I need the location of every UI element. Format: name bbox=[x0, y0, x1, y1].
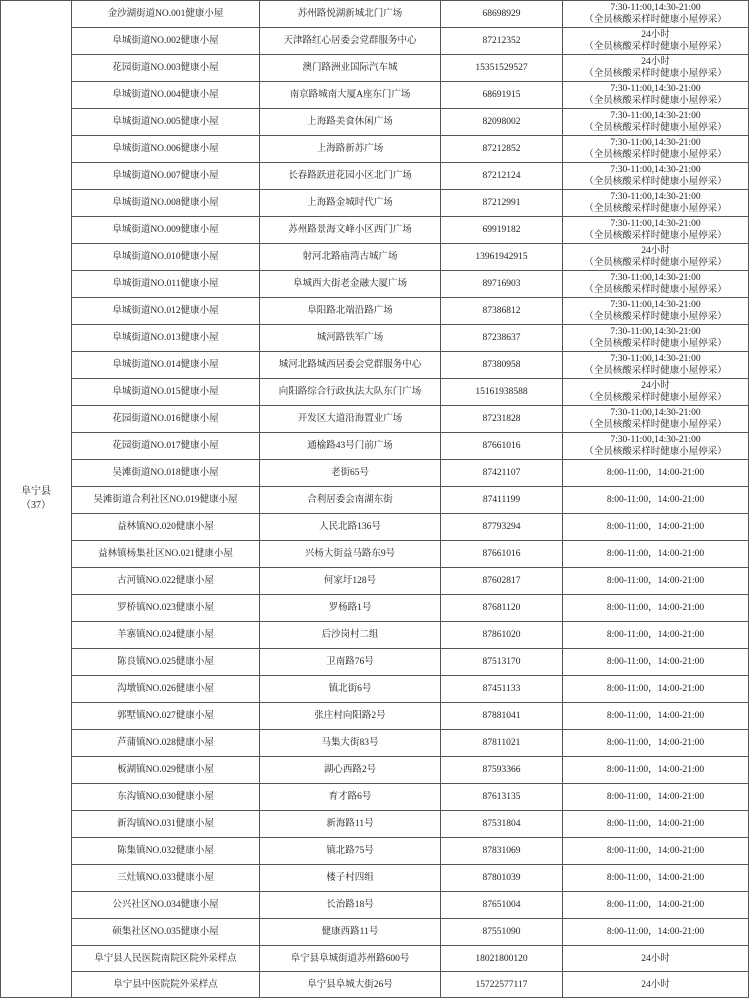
hours-line: 7:30-11:00,14:30-21:00 bbox=[610, 192, 701, 202]
hours-line: 7:30-11:00,14:30-21:00 bbox=[610, 219, 701, 229]
phone-cell: 87661016 bbox=[441, 541, 563, 568]
address-cell: 楼子村四组 bbox=[260, 865, 441, 892]
phone-cell: 87801039 bbox=[441, 865, 563, 892]
phone-cell: 87831069 bbox=[441, 838, 563, 865]
hours-cell bbox=[563, 811, 749, 838]
phone-cell: 87212852 bbox=[441, 136, 563, 163]
address-cell: 南京路城南大厦A座东门广场 bbox=[260, 82, 441, 109]
site-name-cell: 阜城街道NO.009健康小屋 bbox=[72, 217, 260, 244]
hours-line: 8:00-11:00，14:00-21:00 bbox=[606, 603, 705, 613]
hours-cell bbox=[563, 379, 749, 406]
table-row bbox=[1, 28, 749, 55]
address-cell: 城河北路城西居委会党群服务中心 bbox=[260, 352, 441, 379]
hours-line: 24小时 bbox=[641, 979, 670, 990]
hours-line: 7:30-11:00,14:30-21:00 bbox=[610, 354, 701, 364]
hours-cell bbox=[563, 622, 749, 649]
hours-cell bbox=[563, 595, 749, 622]
phone-cell: 87881041 bbox=[441, 703, 563, 730]
hours-line: （全员核酸采样时健康小屋停采） bbox=[584, 447, 727, 457]
site-name-cell: 硕集社区NO.035健康小屋 bbox=[72, 919, 260, 946]
hours-line: 8:00-11:00，14:00-21:00 bbox=[606, 630, 705, 640]
site-name-cell: 三灶镇NO.033健康小屋 bbox=[72, 865, 260, 892]
hours-cell bbox=[563, 514, 749, 541]
table-row bbox=[1, 622, 749, 649]
hours-line: （全员核酸采样时健康小屋停采） bbox=[584, 285, 727, 295]
table-row bbox=[1, 244, 749, 271]
site-name-cell: 阜城街道NO.007健康小屋 bbox=[72, 163, 260, 190]
table-row bbox=[1, 271, 749, 298]
hours-line: 8:00-11:00，14:00-21:00 bbox=[606, 684, 705, 694]
table-row bbox=[1, 649, 749, 676]
site-name-cell: 罗桥镇NO.023健康小屋 bbox=[72, 595, 260, 622]
phone-cell: 13961942915 bbox=[441, 244, 563, 271]
county-name: 阜宁县 bbox=[21, 486, 51, 497]
address-cell: 苏州路悦湖新城北门广场 bbox=[260, 1, 441, 28]
hours-cell bbox=[563, 190, 749, 217]
site-name-cell: 阜城街道NO.011健康小屋 bbox=[72, 271, 260, 298]
phone-cell: 87212991 bbox=[441, 190, 563, 217]
address-cell: 阜宁县阜城街道苏州路600号 bbox=[260, 946, 441, 972]
site-name-cell: 公兴社区NO.034健康小屋 bbox=[72, 892, 260, 919]
site-name-cell: 花园街道NO.017健康小屋 bbox=[72, 433, 260, 460]
hours-cell bbox=[563, 892, 749, 919]
hours-cell bbox=[563, 757, 749, 784]
table-row bbox=[1, 595, 749, 622]
phone-cell: 87451133 bbox=[441, 676, 563, 703]
hours-line: 7:30-11:00,14:30-21:00 bbox=[610, 111, 701, 121]
phone-cell: 87380958 bbox=[441, 352, 563, 379]
site-name-cell: 阜宁县中医院院外采样点 bbox=[72, 972, 260, 998]
hours-line: （全员核酸采样时健康小屋停采） bbox=[584, 204, 727, 214]
hours-line: 8:00-11:00，14:00-21:00 bbox=[606, 738, 705, 748]
table-row bbox=[1, 352, 749, 379]
address-cell: 上海路美食休闲广场 bbox=[260, 109, 441, 136]
address-cell: 苏州路景海文峰小区西门广场 bbox=[260, 217, 441, 244]
phone-cell: 87551090 bbox=[441, 919, 563, 946]
site-name-cell: 花园街道NO.016健康小屋 bbox=[72, 406, 260, 433]
table-row bbox=[1, 568, 749, 595]
site-name-cell: 阜宁县人民医院南院区院外采样点 bbox=[72, 946, 260, 972]
site-name-cell: 沟墩镇NO.026健康小屋 bbox=[72, 676, 260, 703]
hours-cell bbox=[563, 784, 749, 811]
site-name-cell: 阜城街道NO.002健康小屋 bbox=[72, 28, 260, 55]
address-cell: 向阳路综合行政执法大队东门广场 bbox=[260, 379, 441, 406]
hours-line: （全员核酸采样时健康小屋停采） bbox=[584, 123, 727, 133]
hours-line: 7:30-11:00,14:30-21:00 bbox=[610, 327, 701, 337]
site-name-cell: 益林镇NO.020健康小屋 bbox=[72, 514, 260, 541]
table-row bbox=[1, 433, 749, 460]
phone-cell: 87651004 bbox=[441, 892, 563, 919]
hours-cell bbox=[563, 460, 749, 487]
hours-line: 7:30-11:00,14:30-21:00 bbox=[610, 165, 701, 175]
address-cell: 上海路新苏广场 bbox=[260, 136, 441, 163]
site-name-cell: 阜城街道NO.005健康小屋 bbox=[72, 109, 260, 136]
phone-cell: 15351529527 bbox=[441, 55, 563, 82]
address-cell: 罗杨路1号 bbox=[260, 595, 441, 622]
hours-line: （全员核酸采样时健康小屋停采） bbox=[584, 339, 727, 349]
address-cell: 人民北路136号 bbox=[260, 514, 441, 541]
site-name-cell: 阜城街道NO.004健康小屋 bbox=[72, 82, 260, 109]
hours-cell bbox=[563, 838, 749, 865]
hours-cell bbox=[563, 541, 749, 568]
site-name-cell: 芦蒲镇NO.028健康小屋 bbox=[72, 730, 260, 757]
site-name-cell: 陈集镇NO.032健康小屋 bbox=[72, 838, 260, 865]
address-cell: 阜宁县阜城大街26号 bbox=[260, 972, 441, 998]
hours-line: （全员核酸采样时健康小屋停采） bbox=[584, 150, 727, 160]
site-name-cell: 益林镇杨集社区NO.021健康小屋 bbox=[72, 541, 260, 568]
hours-cell bbox=[563, 919, 749, 946]
hours-line: （全员核酸采样时健康小屋停采） bbox=[584, 393, 727, 403]
hours-line: 7:30-11:00,14:30-21:00 bbox=[610, 408, 701, 418]
site-name-cell: 东沟镇NO.030健康小屋 bbox=[72, 784, 260, 811]
address-cell: 健康西路11号 bbox=[260, 919, 441, 946]
address-cell: 镇北街6号 bbox=[260, 676, 441, 703]
address-cell: 镇北路75号 bbox=[260, 838, 441, 865]
phone-cell: 87602817 bbox=[441, 568, 563, 595]
hours-line: 8:00-11:00，14:00-21:00 bbox=[606, 873, 705, 883]
site-name-cell: 板湖镇NO.029健康小屋 bbox=[72, 757, 260, 784]
table-row bbox=[1, 919, 749, 946]
hours-cell bbox=[563, 676, 749, 703]
hours-line: （全员核酸采样时健康小屋停采） bbox=[584, 177, 727, 187]
hours-line: 8:00-11:00，14:00-21:00 bbox=[606, 900, 705, 910]
hours-line: （全员核酸采样时健康小屋停采） bbox=[584, 42, 727, 52]
hours-line: （全员核酸采样时健康小屋停采） bbox=[584, 15, 727, 25]
phone-cell: 15161938588 bbox=[441, 379, 563, 406]
table-row bbox=[1, 163, 749, 190]
address-cell: 湖心西路2号 bbox=[260, 757, 441, 784]
hours-line: 8:00-11:00，14:00-21:00 bbox=[606, 657, 705, 667]
hours-line: （全员核酸采样时健康小屋停采） bbox=[584, 96, 727, 106]
hours-cell bbox=[563, 352, 749, 379]
address-cell: 育才路6号 bbox=[260, 784, 441, 811]
address-cell: 合利居委会南湖东街 bbox=[260, 487, 441, 514]
hours-cell bbox=[563, 298, 749, 325]
hours-cell bbox=[563, 487, 749, 514]
hours-cell bbox=[563, 946, 749, 972]
address-cell: 通榆路43号门前广场 bbox=[260, 433, 441, 460]
address-cell: 何家圩128号 bbox=[260, 568, 441, 595]
table-body bbox=[1, 1, 749, 998]
phone-cell: 87212124 bbox=[441, 163, 563, 190]
hours-line: 8:00-11:00，14:00-21:00 bbox=[606, 819, 705, 829]
phone-cell: 87231828 bbox=[441, 406, 563, 433]
hours-cell bbox=[563, 271, 749, 298]
table-row bbox=[1, 972, 749, 998]
address-cell: 张庄村向阳路2号 bbox=[260, 703, 441, 730]
table-row bbox=[1, 703, 749, 730]
site-name-cell: 阜城街道NO.015健康小屋 bbox=[72, 379, 260, 406]
site-name-cell: 阜城街道NO.014健康小屋 bbox=[72, 352, 260, 379]
hours-cell bbox=[563, 28, 749, 55]
hours-cell bbox=[563, 649, 749, 676]
address-cell: 后沙岗村二组 bbox=[260, 622, 441, 649]
hours-line: （全员核酸采样时健康小屋停采） bbox=[584, 69, 727, 79]
hours-line: （全员核酸采样时健康小屋停采） bbox=[584, 258, 727, 268]
site-name-cell: 吴滩街道NO.018健康小屋 bbox=[72, 460, 260, 487]
hours-cell bbox=[563, 865, 749, 892]
hours-line: 8:00-11:00，14:00-21:00 bbox=[606, 468, 705, 478]
site-name-cell: 阜城街道NO.012健康小屋 bbox=[72, 298, 260, 325]
address-cell: 阜城西大街老金融大厦广场 bbox=[260, 271, 441, 298]
hours-line: （全员核酸采样时健康小屋停采） bbox=[584, 312, 727, 322]
site-name-cell: 阜城街道NO.010健康小屋 bbox=[72, 244, 260, 271]
phone-cell: 87613135 bbox=[441, 784, 563, 811]
phone-cell: 87811021 bbox=[441, 730, 563, 757]
hours-line: （全员核酸采样时健康小屋停采） bbox=[584, 366, 727, 376]
table-row bbox=[1, 784, 749, 811]
site-name-cell: 金沙湖街道NO.001健康小屋 bbox=[72, 1, 260, 28]
table-row bbox=[1, 514, 749, 541]
phone-cell: 87681120 bbox=[441, 595, 563, 622]
address-cell: 长春路跃进花园小区北门广场 bbox=[260, 163, 441, 190]
hours-line: 7:30-11:00,14:30-21:00 bbox=[610, 300, 701, 310]
site-name-cell: 羊寨镇NO.024健康小屋 bbox=[72, 622, 260, 649]
phone-cell: 87411199 bbox=[441, 487, 563, 514]
hours-cell bbox=[563, 1, 749, 28]
phone-cell: 87421107 bbox=[441, 460, 563, 487]
hours-line: 8:00-11:00，14:00-21:00 bbox=[606, 576, 705, 586]
hours-line: 8:00-11:00，14:00-21:00 bbox=[606, 549, 705, 559]
table-row bbox=[1, 811, 749, 838]
hours-cell bbox=[563, 163, 749, 190]
address-cell: 上海路金城时代广场 bbox=[260, 190, 441, 217]
table-row bbox=[1, 892, 749, 919]
phone-cell: 82098002 bbox=[441, 109, 563, 136]
table-row bbox=[1, 1, 749, 28]
table-row bbox=[1, 109, 749, 136]
hours-cell bbox=[563, 730, 749, 757]
phone-cell: 87513170 bbox=[441, 649, 563, 676]
phone-cell: 18021800120 bbox=[441, 946, 563, 972]
phone-cell: 87661016 bbox=[441, 433, 563, 460]
table-row bbox=[1, 379, 749, 406]
address-cell: 开发区大道沿海置业广场 bbox=[260, 406, 441, 433]
phone-cell: 87531804 bbox=[441, 811, 563, 838]
hours-line: （全员核酸采样时健康小屋停采） bbox=[584, 231, 727, 241]
site-name-cell: 郭墅镇NO.027健康小屋 bbox=[72, 703, 260, 730]
hours-cell bbox=[563, 136, 749, 163]
site-name-cell: 吴滩街道合利社区NO.019健康小屋 bbox=[72, 487, 260, 514]
hours-line: 7:30-11:00,14:30-21:00 bbox=[610, 3, 701, 13]
hours-line: 7:30-11:00,14:30-21:00 bbox=[610, 435, 701, 445]
hours-line: 8:00-11:00，14:00-21:00 bbox=[606, 927, 705, 937]
address-cell: 兴杨大街益马路东9号 bbox=[260, 541, 441, 568]
hours-line: 24小时 bbox=[641, 57, 670, 67]
county-count: （37） bbox=[21, 500, 51, 511]
phone-cell: 87593366 bbox=[441, 757, 563, 784]
phone-cell: 68698929 bbox=[441, 1, 563, 28]
hours-cell bbox=[563, 109, 749, 136]
site-name-cell: 阜城街道NO.013健康小屋 bbox=[72, 325, 260, 352]
table-row bbox=[1, 487, 749, 514]
address-cell: 长治路18号 bbox=[260, 892, 441, 919]
phone-cell: 15722577117 bbox=[441, 972, 563, 998]
table-row bbox=[1, 325, 749, 352]
hours-line: 8:00-11:00，14:00-21:00 bbox=[606, 522, 705, 532]
table-row bbox=[1, 757, 749, 784]
table-row bbox=[1, 136, 749, 163]
hours-cell bbox=[563, 433, 749, 460]
hours-cell bbox=[563, 55, 749, 82]
table-row bbox=[1, 55, 749, 82]
hours-line: 8:00-11:00，14:00-21:00 bbox=[606, 495, 705, 505]
hours-line: 24小时 bbox=[641, 246, 670, 256]
phone-cell: 89716903 bbox=[441, 271, 563, 298]
address-cell: 阜阳路北端沿路广场 bbox=[260, 298, 441, 325]
address-cell: 澳门路洲业国际汽车城 bbox=[260, 55, 441, 82]
table-row bbox=[1, 946, 749, 972]
site-name-cell: 新沟镇NO.031健康小屋 bbox=[72, 811, 260, 838]
table-row bbox=[1, 541, 749, 568]
table-row bbox=[1, 460, 749, 487]
phone-cell: 87386812 bbox=[441, 298, 563, 325]
phone-cell: 87861020 bbox=[441, 622, 563, 649]
site-name-cell: 阜城街道NO.008健康小屋 bbox=[72, 190, 260, 217]
site-name-cell: 古河镇NO.022健康小屋 bbox=[72, 568, 260, 595]
hours-line: 8:00-11:00，14:00-21:00 bbox=[606, 711, 705, 721]
table-row bbox=[1, 406, 749, 433]
table-row bbox=[1, 190, 749, 217]
hours-cell bbox=[563, 406, 749, 433]
table-row bbox=[1, 730, 749, 757]
address-cell: 马集大街83号 bbox=[260, 730, 441, 757]
phone-cell: 87238637 bbox=[441, 325, 563, 352]
site-name-cell: 花园街道NO.003健康小屋 bbox=[72, 55, 260, 82]
hours-line: （全员核酸采样时健康小屋停采） bbox=[584, 420, 727, 430]
site-name-cell: 陈良镇NO.025健康小屋 bbox=[72, 649, 260, 676]
address-cell: 城河路铁军广场 bbox=[260, 325, 441, 352]
hours-line: 7:30-11:00,14:30-21:00 bbox=[610, 138, 701, 148]
address-cell: 老街65号 bbox=[260, 460, 441, 487]
hours-cell bbox=[563, 703, 749, 730]
hours-cell bbox=[563, 568, 749, 595]
hours-line: 7:30-11:00,14:30-21:00 bbox=[610, 273, 701, 283]
county-cell bbox=[1, 1, 72, 998]
hours-line: 24小时 bbox=[641, 953, 670, 964]
address-cell: 射河北路庙湾古城广场 bbox=[260, 244, 441, 271]
phone-cell: 68691915 bbox=[441, 82, 563, 109]
table-row bbox=[1, 82, 749, 109]
hours-line: 8:00-11:00，14:00-21:00 bbox=[606, 765, 705, 775]
hours-cell bbox=[563, 244, 749, 271]
hours-line: 8:00-11:00，14:00-21:00 bbox=[606, 846, 705, 856]
address-cell: 新海路11号 bbox=[260, 811, 441, 838]
hours-line: 24小时 bbox=[641, 30, 670, 40]
phone-cell: 87793294 bbox=[441, 514, 563, 541]
phone-cell: 69919182 bbox=[441, 217, 563, 244]
hours-cell bbox=[563, 217, 749, 244]
table-row bbox=[1, 298, 749, 325]
hours-line: 7:30-11:00,14:30-21:00 bbox=[610, 84, 701, 94]
site-name-cell: 阜城街道NO.006健康小屋 bbox=[72, 136, 260, 163]
address-cell: 天津路红心居委会党群服务中心 bbox=[260, 28, 441, 55]
hours-cell bbox=[563, 82, 749, 109]
address-cell: 卫南路76号 bbox=[260, 649, 441, 676]
table-row bbox=[1, 838, 749, 865]
hours-line: 24小时 bbox=[641, 381, 670, 391]
table-row bbox=[1, 217, 749, 244]
table-row bbox=[1, 865, 749, 892]
table-row bbox=[1, 676, 749, 703]
hours-cell bbox=[563, 325, 749, 352]
hours-line: 8:00-11:00，14:00-21:00 bbox=[606, 792, 705, 802]
hours-cell bbox=[563, 972, 749, 998]
phone-cell: 87212352 bbox=[441, 28, 563, 55]
